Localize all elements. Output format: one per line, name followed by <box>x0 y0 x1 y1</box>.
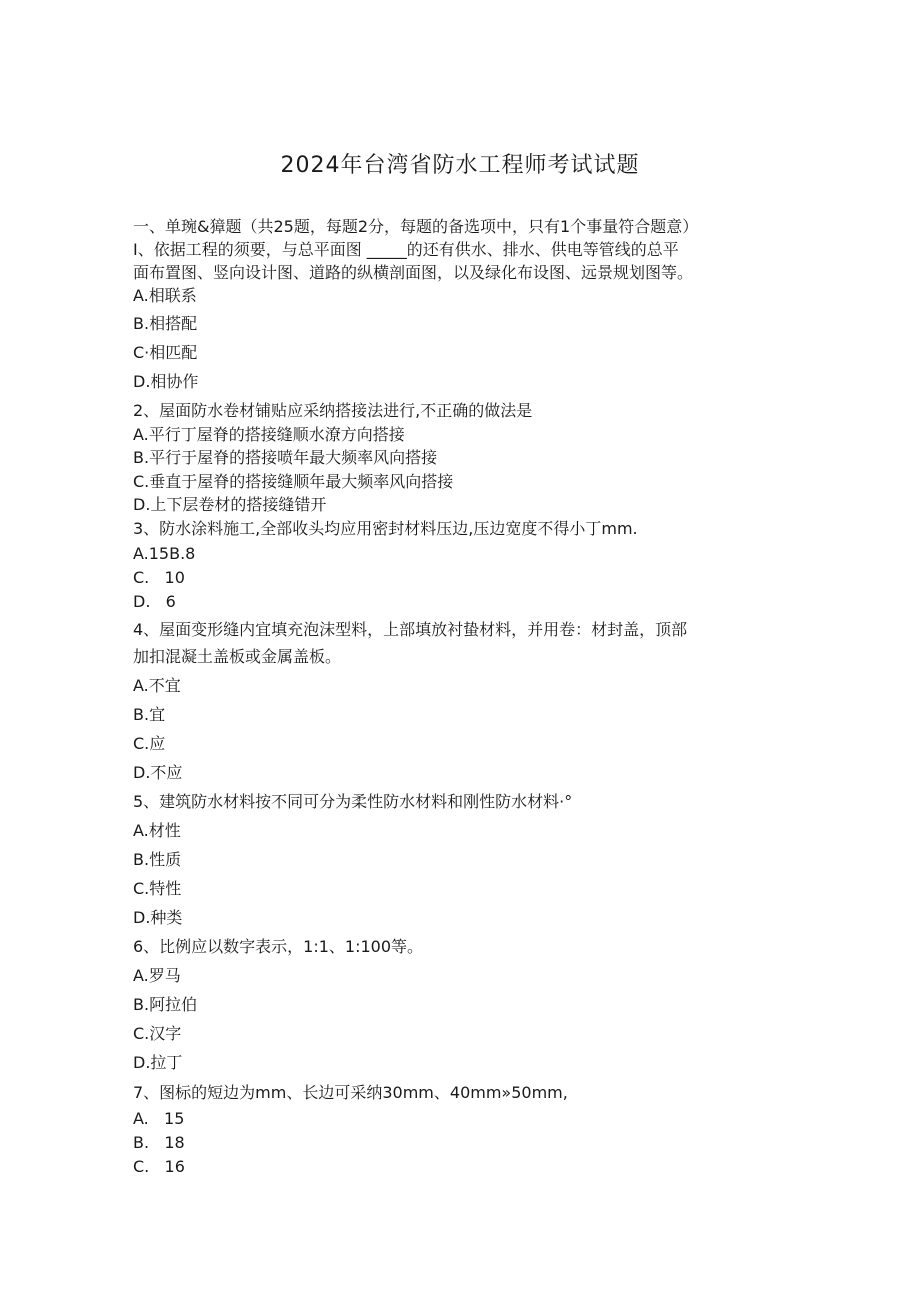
question-3-option-ab: A.15B.8 <box>133 544 196 563</box>
question-2-option-a: A.平行丁屋脊的搭接缝顺水潦方向搭接 <box>133 425 405 444</box>
question-4-stem-line-2: 加扣混凝土盖板或金属盖板。 <box>133 647 342 666</box>
question-4-option-a: A.不宜 <box>133 676 181 695</box>
question-4-stem-line-1: 4、屋面变形缝内宜填充泡沫型料，上部填放衬蛰材料，并用卷：材封盖，顶部 <box>133 620 688 639</box>
question-5-option-b: B.性质 <box>133 850 182 869</box>
question-5-option-a: A.材性 <box>133 821 181 840</box>
question-2-stem: 2、屋面防水卷材铺贴应采纳搭接法进行,不正确的做法是 <box>133 401 533 420</box>
question-2-option-b: B.平行于屋脊的搭接喷年最大频率风向搭接 <box>133 448 438 467</box>
question-3-option-c: C. 10 <box>133 568 185 587</box>
question-2-option-d: D.上下层卷材的搭接缝错开 <box>133 495 327 514</box>
question-7-option-c: C. 16 <box>133 1157 185 1176</box>
question-6-option-b: B.阿拉伯 <box>133 995 198 1014</box>
question-1-stem-line-2: 面布置图、竖向设计图、道路的纵横剖面图，以及绿化布设图、远景规划图等。 <box>133 263 694 282</box>
question-5-stem: 5、建筑防水材料按不同可分为柔性防水材料和刚性防水材料·° <box>133 792 573 811</box>
question-2-option-c: C.垂直于屋脊的搭接缝顺年最大频率风向搭接 <box>133 472 454 491</box>
question-4-option-d: D.不应 <box>133 763 183 782</box>
question-5-option-c: C.特性 <box>133 879 182 898</box>
question-1-option-c: C·相匹配 <box>133 343 198 362</box>
question-6-option-d: D.拉丁 <box>133 1053 183 1072</box>
question-1-option-a: A.相联系 <box>133 286 197 305</box>
question-6-option-a: A.罗马 <box>133 966 181 985</box>
question-7-option-b: B. 18 <box>133 1133 185 1152</box>
question-4-option-b: B.宜 <box>133 705 166 724</box>
question-7-stem: 7、图标的短边为mm、长边可采纳30mm、40mm»50mm, <box>133 1083 568 1102</box>
question-3-option-d: D. 6 <box>133 592 176 611</box>
question-4-option-c: C.应 <box>133 734 166 753</box>
question-6-stem: 6、比例应以数字表示，1:1、1:100等。 <box>133 937 424 956</box>
question-1-stem-line-1: I、依据工程的须要，与总平面图 _____的还有供水、排水、供电等管线的总平 <box>133 240 679 259</box>
question-3-stem: 3、防水涂料施工,全部收头均应用密封材料压边,压边宽度不得小丁mm. <box>133 519 638 538</box>
question-5-option-d: D.种类 <box>133 908 183 927</box>
question-7-option-a: A. 15 <box>133 1109 185 1128</box>
question-6-option-c: C.汉字 <box>133 1024 182 1043</box>
question-1-option-d: D.相协作 <box>133 372 199 391</box>
question-1-option-b: B.相搭配 <box>133 314 198 333</box>
section-header: 一、单琬&獐题（共25题，每题2分，每题的备选项中，只有1个事量符合题意） <box>133 217 699 236</box>
document-title: 2024年台湾省防水工程师考试试题 <box>280 153 640 178</box>
